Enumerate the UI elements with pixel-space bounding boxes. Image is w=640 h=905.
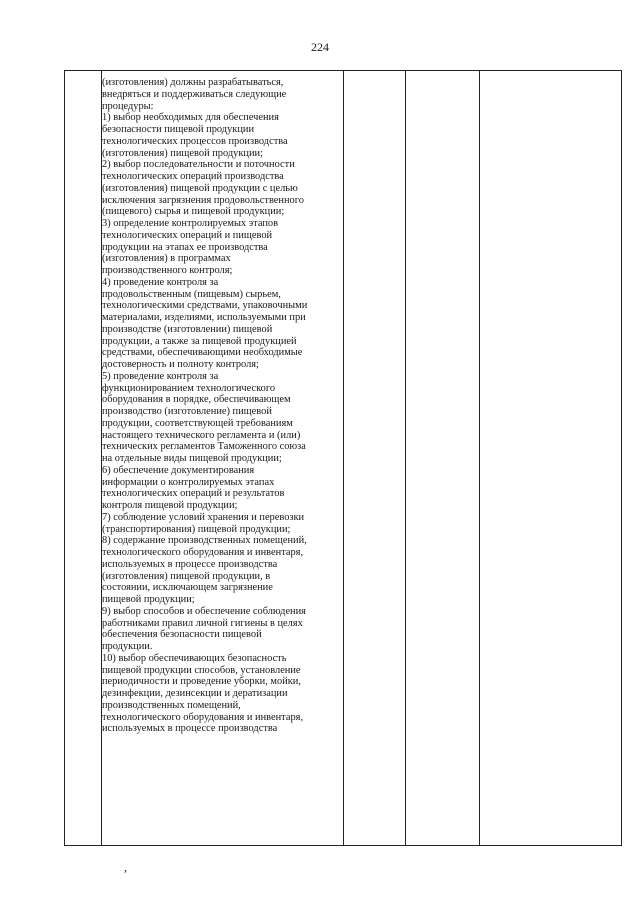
text-line: 2) выбор последовательности и поточности: [102, 159, 295, 171]
text-line: внедряться и поддерживаться следующие: [102, 88, 287, 100]
text-line: (изготовления) пищевой продукции, в: [102, 570, 271, 582]
text-line: 1) выбор необходимых для обеспечения: [102, 112, 279, 124]
text-line: технологическими средствами, упаковочными: [102, 300, 308, 312]
text-line: (транспортирования) пищевой продукции;: [102, 523, 291, 535]
text-line: 5) проведение контроля за: [102, 370, 219, 382]
text-line: (изготовления) в программах: [102, 253, 231, 265]
text-line: 7) соблюдение условий хранения и перевозки: [102, 511, 305, 523]
text-line: 8) содержание производственных помещений,: [102, 535, 307, 547]
text-line: (пищевого) сырья и пищевой продукции;: [102, 206, 285, 218]
text-line: технологического оборудования и инвентаря,: [102, 711, 304, 723]
text-line: производстве (изготовлении) пищевой: [102, 323, 273, 335]
text-line: используемых в процессе производства: [102, 558, 278, 570]
text-line: производство (изготовление) пищевой: [102, 406, 272, 417]
text-line: информации о контролируемых этапах: [102, 476, 275, 488]
text-line: 9) выбор способов и обеспечение соблюдения: [102, 605, 306, 617]
table-column-divider: [343, 71, 344, 845]
text-line: (изготовления) пищевой продукции с целью: [102, 182, 298, 194]
text-line: обеспечения безопасности пищевой: [102, 629, 262, 641]
text-line: средствами, обеспечивающими необходимые: [102, 347, 303, 359]
text-line: (изготовления) должны разрабатываться,: [102, 77, 284, 88]
text-line: на отдельные виды пищевой продукции;: [102, 453, 282, 464]
text-line: 6) обеспечение документирования: [102, 464, 255, 476]
text-line: технологических операций производства: [102, 171, 284, 182]
text-line: дезинфекции, дезинсекции и дератизации: [102, 688, 288, 699]
text-line: технологических процессов производства: [102, 135, 288, 147]
text-line: материалами, изделиями, используемыми при: [102, 312, 306, 323]
text-line: продукции, соответствующей требованиям: [102, 417, 293, 429]
text-line: исключения загрязнения продовольственного: [102, 194, 304, 206]
text-line: продукции.: [102, 641, 153, 652]
text-line: пищевой продукции способов, установление: [102, 664, 301, 676]
text-line: настоящего технического регламента и (или): [102, 429, 301, 441]
text-line: технологического оборудования и инвентаря,: [102, 547, 304, 558]
text-line: 10) выбор обеспечивающих безопасность: [102, 652, 287, 664]
text-line: продукции, а также за пищевой продукцией: [102, 335, 297, 347]
document-table: [64, 70, 622, 846]
page-number: 224: [311, 40, 329, 54]
text-line: работниками правил личной гигиены в целях: [102, 617, 303, 629]
text-line: функционированием технологического: [102, 382, 276, 394]
text-line: используемых в процессе производства: [102, 723, 278, 735]
text-line: достоверность и полноту контроля;: [102, 359, 259, 370]
text-line: контроля пищевой продукции;: [102, 500, 238, 511]
text-line: производственных помещений,: [102, 699, 241, 711]
text-line: оборудования в порядке, обеспечивающем: [102, 394, 291, 406]
text-line: производственного контроля;: [102, 265, 233, 276]
text-line: продукции на этапах ее производства: [102, 241, 268, 253]
footer-mark: ,: [124, 860, 127, 874]
text-line: технических регламентов Таможенного союза: [102, 441, 306, 453]
text-line: безопасности пищевой продукции: [102, 124, 255, 135]
text-line: 4) проведение контроля за: [102, 276, 219, 288]
text-line: технологических операций и пищевой: [102, 229, 273, 241]
text-line: технологических операций и результатов: [102, 488, 285, 500]
text-line: пищевой продукции;: [102, 594, 195, 605]
text-line: (изготовления) пищевой продукции;: [102, 147, 263, 159]
text-line: состоянии, исключающем загрязнение: [102, 582, 273, 594]
table-column-divider: [405, 71, 406, 845]
text-line: 3) определение контролируемых этапов: [102, 218, 278, 229]
requirements-cell-text: [102, 77, 342, 735]
text-line: периодичности и проведение уборки, мойки,: [102, 676, 301, 688]
table-column-divider: [479, 71, 480, 845]
text-line: процедуры:: [102, 100, 154, 112]
text-line: продовольственным (пищевым) сырьем,: [102, 288, 281, 300]
